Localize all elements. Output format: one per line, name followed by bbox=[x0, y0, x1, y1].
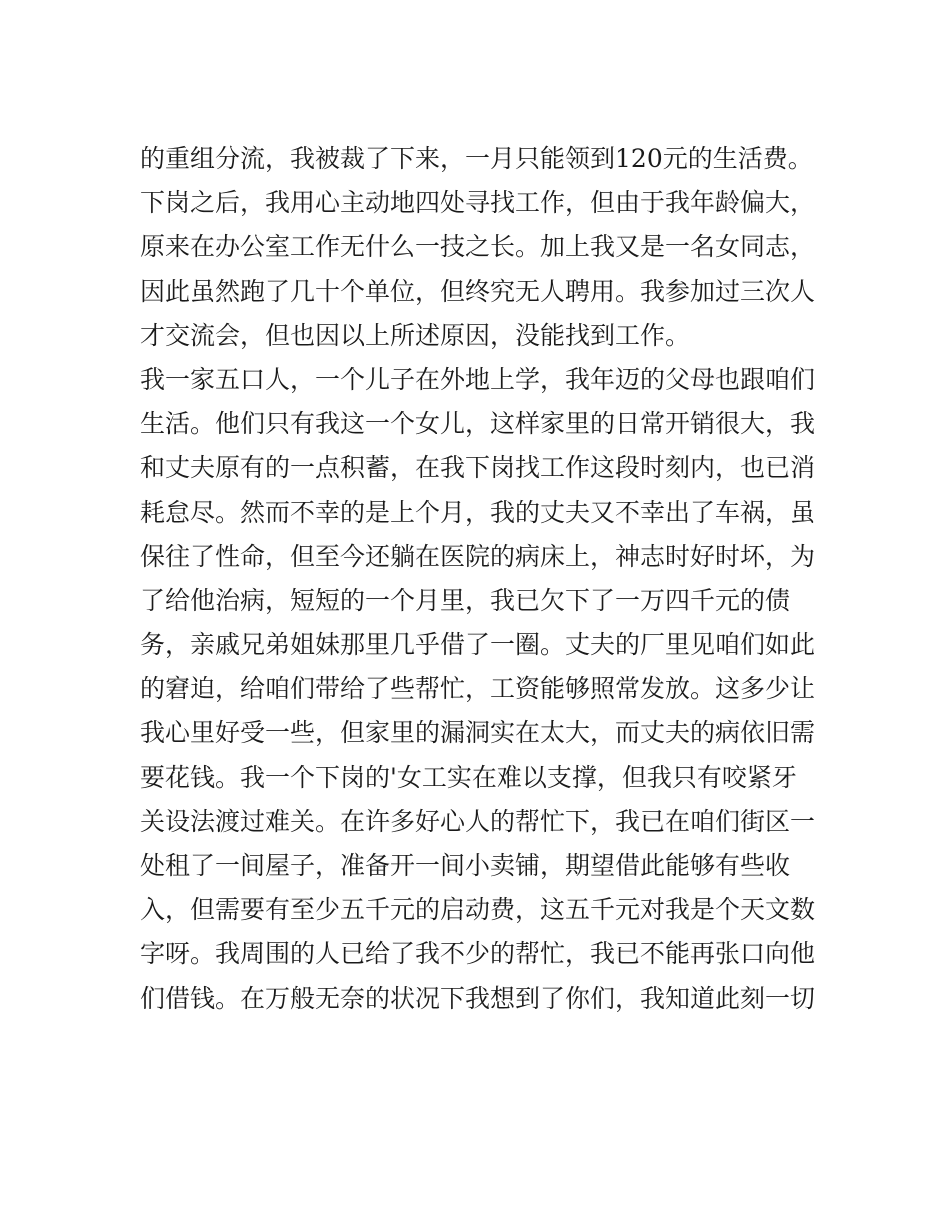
text-line: 保往了性命，但至今还躺在医院的病床上，神志时好时坏，为 bbox=[140, 541, 816, 571]
text-line: 务，亲戚兄弟姐妹那里几乎借了一圈。丈夫的厂里见咱们如此 bbox=[140, 630, 816, 660]
text-line: 们借钱。在万般无奈的状况下我想到了你们，我知道此刻一切 bbox=[140, 983, 816, 1013]
text-line: 下岗之后，我用心主动地四处寻找工作，但由于我年龄偏大， bbox=[140, 188, 816, 218]
text-line: 原来在办公室工作无什么一技之长。加上我又是一名女同志， bbox=[140, 232, 816, 262]
text-line: 生活。他们只有我这一个女儿，这样家里的日常开销很大，我 bbox=[140, 409, 816, 439]
text-line: 的重组分流，我被裁了下来，一月只能领到120元的生活费。 bbox=[140, 144, 813, 173]
text-line: 我心里好受一些，但家里的漏洞实在太大，而丈夫的病依旧需 bbox=[140, 718, 816, 748]
text-line: 处租了一间屋子，准备开一间小卖铺，期望借此能够有些收 bbox=[140, 851, 791, 880]
text-line: 入，但需要有至少五千元的启动费，这五千元对我是个天文数 bbox=[140, 895, 816, 925]
text-line: 了给他治病，短短的一个月里，我已欠下了一万四千元的债 bbox=[140, 585, 791, 615]
text-line: 和丈夫原有的一点积蓄，在我下岗找工作这段时刻内，也已消 bbox=[140, 453, 816, 483]
letter-body bbox=[140, 137, 820, 1021]
text-line: 我一家五口人，一个儿子在外地上学，我年迈的父母也跟咱们 bbox=[140, 364, 816, 394]
text-line: 关设法渡过难关。在许多好心人的帮忙下，我已在咱们街区一 bbox=[140, 806, 816, 836]
text-line: 字呀。我周围的人已给了我不少的帮忙，我已不能再张口向他 bbox=[140, 939, 816, 969]
text-line: 要花钱。我一个下岗的'女工实在难以支撑，但我只有咬紧牙 bbox=[140, 762, 797, 792]
text-line: 才交流会，但也因以上所述原因，没能找到工作。 bbox=[140, 320, 691, 350]
text-line: 耗怠尽。然而不幸的是上个月，我的丈夫又不幸出了车祸，虽 bbox=[140, 497, 816, 527]
text-line: 的窘迫，给咱们带给了些帮忙，工资能够照常发放。这多少让 bbox=[140, 674, 816, 704]
text-line: 因此虽然跑了几十个单位，但终究无人聘用。我参加过三次人 bbox=[140, 276, 816, 306]
